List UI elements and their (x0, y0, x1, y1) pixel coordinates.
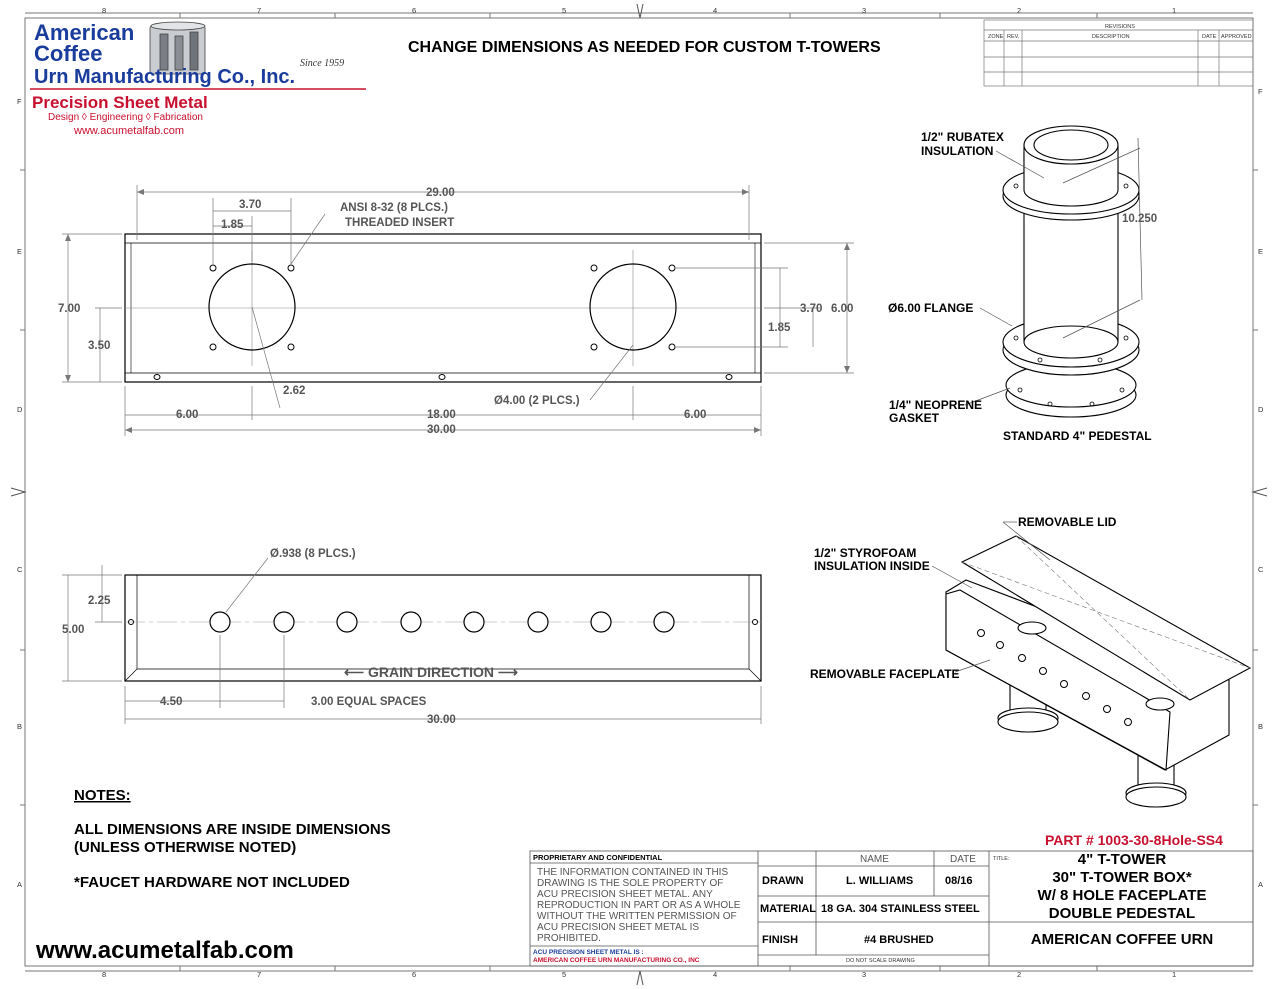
zone-row-e: E (17, 247, 23, 256)
zone-col-1-bottom: 1 (1172, 970, 1177, 979)
dim-top-overall: 29.00 (426, 187, 455, 199)
dim-spacing: 3.00 EQUAL SPACES (311, 696, 427, 708)
logo-line3: Urn Manufacturing Co., Inc. (34, 66, 296, 88)
dim-pedestal-height: 10.250 (1122, 213, 1158, 225)
zone-col-3-bottom: 3 (862, 970, 867, 979)
finish-label: FINISH (762, 934, 799, 946)
threaded-inserts (210, 265, 675, 350)
note-holes: Ø.938 (8 PLCS.) (270, 548, 356, 560)
logo-line2: Coffee (34, 41, 103, 66)
pedestal-drawing (1003, 126, 1139, 417)
top-view-dimension-lines (62, 185, 854, 436)
dim-diag: 2.62 (283, 385, 306, 397)
dim-hole-spacing: 3.70 (239, 199, 262, 211)
notes-heading: NOTES: (74, 787, 131, 804)
dim-right-offset: 1.85 (768, 322, 791, 334)
notes-line1: ALL DIMENSIONS ARE INSIDE DIMENSIONS (74, 821, 391, 838)
zone-col-4: 4 (713, 6, 718, 15)
dim-center: 18.00 (427, 409, 456, 421)
date-header: DATE (950, 854, 976, 865)
no-scale-note: DO NOT SCALE DRAWING (846, 958, 915, 964)
zone-col-7-bottom: 7 (257, 970, 262, 979)
zone-col-8: 8 (102, 6, 107, 15)
prop-footer-1: ACU PRECISION SHEET METAL IS : (533, 949, 644, 956)
zone-row-c: C (17, 565, 23, 574)
zone-row-b: B (17, 722, 23, 731)
insert-hole (669, 344, 675, 350)
zone-row-f-right: F (1258, 87, 1263, 96)
drawn-date: 08/16 (945, 875, 973, 887)
drawn-name: L. WILLIAMS (846, 875, 914, 887)
faucet-hole (528, 612, 548, 632)
dim-half-height: 3.50 (88, 340, 111, 352)
tower-box-drawing (946, 536, 1250, 807)
company-name: AMERICAN COFFEE URN (1030, 931, 1214, 948)
dim-left: 6.00 (176, 409, 199, 421)
logo-url: www.acumetalfab.com (74, 125, 185, 137)
logo-tagline: Precision Sheet Metal (32, 93, 208, 112)
callout-faceplate: REMOVABLE FACEPLATE (810, 667, 960, 681)
zone-row-a: A (17, 880, 23, 889)
insert-hole (210, 344, 216, 350)
zone-row-e-right: E (1258, 247, 1264, 256)
name-header: NAME (860, 854, 889, 865)
zone-col-5-bottom: 5 (562, 970, 567, 979)
callout-rubatex-line2: INSULATION (921, 144, 994, 158)
revisions-title: REVISIONS (1105, 24, 1135, 30)
insert-hole (210, 265, 216, 271)
notes-line2: (UNLESS OTHERWISE NOTED) (74, 839, 297, 856)
prop-line-7: PROHIBITED. (537, 933, 601, 944)
footer-url: www.acumetalfab.com (36, 937, 294, 964)
note-bore: Ø4.00 (2 PLCS.) (494, 395, 580, 407)
title-line-2: 30" T-TOWER BOX* (1052, 869, 1192, 886)
faucet-hole (210, 612, 230, 632)
note-insert-line1: ANSI 8-32 (8 PLCS.) (340, 202, 448, 214)
insert-hole (591, 344, 597, 350)
zone-row-d-right: D (1258, 405, 1264, 414)
dim-right-height: 6.00 (831, 303, 854, 315)
revisions-header-rev: REV. (1007, 34, 1020, 40)
revisions-header-date: DATE (1202, 34, 1217, 40)
prop-heading: PROPRIETARY AND CONFIDENTIAL (533, 853, 663, 862)
material-label: MATERIAL (760, 903, 817, 915)
dim-overall: 30.00 (427, 424, 456, 436)
callout-gasket-line2: GASKET (889, 411, 940, 425)
zone-row-d: D (17, 405, 23, 414)
zone-col-2: 2 (1017, 6, 1022, 15)
faucet-hole (591, 612, 611, 632)
grain-direction: ⟵ GRAIN DIRECTION ⟶ (344, 664, 518, 680)
dim-height: 7.00 (58, 303, 81, 315)
callout-styro-line2: INSULATION INSIDE (814, 559, 930, 573)
top-view-bores (209, 264, 676, 350)
revisions-header-description: DESCRIPTION (1092, 34, 1130, 40)
callout-styro-line1: 1/2" STYROFOAM (814, 546, 917, 560)
insert-hole (288, 265, 294, 271)
zone-col-2-bottom: 2 (1017, 970, 1022, 979)
faucet-hole (337, 612, 357, 632)
title-line-3: W/ 8 HOLE FACEPLATE (1037, 887, 1207, 904)
dim-hole-offset: 1.85 (221, 219, 244, 231)
dimension-arrows (65, 189, 850, 433)
faucet-hole (654, 612, 674, 632)
zone-row-f: F (17, 97, 22, 106)
zone-col-3: 3 (862, 6, 867, 15)
callout-flange: Ø6.00 FLANGE (888, 301, 974, 315)
prop-line-2: DRAWING IS THE SOLE PROPERTY OF (537, 878, 724, 889)
company-logo (28, 20, 368, 150)
dim-right: 6.00 (684, 409, 707, 421)
insert-hole (591, 265, 597, 271)
title-line-4: DOUBLE PEDESTAL (1048, 905, 1196, 922)
faucet-hole (464, 612, 484, 632)
revisions-header-zone: ZONE (988, 34, 1004, 40)
zone-row-a-right: A (1258, 880, 1264, 889)
zone-row-c-right: C (1258, 565, 1264, 574)
zone-col-4-bottom: 4 (713, 970, 718, 979)
prop-line-4: REPRODUCTION IN PART OR AS A WHOLE (537, 900, 741, 911)
dim-start: 4.50 (160, 696, 183, 708)
logo-services: Design ◊ Engineering ◊ Fabrication (48, 112, 203, 123)
zone-row-b-right: B (1258, 722, 1264, 731)
insert-hole (669, 265, 675, 271)
dim-right-spacing: 3.70 (800, 303, 823, 315)
zone-col-5: 5 (562, 6, 567, 15)
zone-col-8-bottom: 8 (102, 970, 107, 979)
zone-col-6-bottom: 6 (412, 970, 417, 979)
prop-line-6: ACU PRECISION SHEET METAL IS (537, 922, 700, 933)
revisions-header-approved: APPROVED (1221, 34, 1252, 40)
faucet-hole (401, 612, 421, 632)
prop-line-1: THE INFORMATION CONTAINED IN THIS (537, 867, 729, 878)
zone-col-1: 1 (1172, 6, 1177, 15)
dim-hole-height: 2.25 (88, 595, 111, 607)
prop-line-5: WITHOUT THE WRITTEN PERMISSION OF (537, 911, 737, 922)
callout-rubatex-line1: 1/2" RUBATEX (921, 130, 1004, 144)
mount-slots (154, 375, 732, 380)
callout-lid: REMOVABLE LID (1018, 515, 1117, 529)
insert-hole (288, 344, 294, 350)
logo-since: Since 1959 (300, 58, 345, 69)
note-insert-line2: THREADED INSERT (345, 217, 455, 229)
faucet-hole (274, 612, 294, 632)
pedestal-caption: STANDARD 4" PEDESTAL (1003, 429, 1152, 443)
part-number: PART # 1003-30-8Hole-SS4 (1045, 832, 1223, 848)
top-view-centerlines (125, 250, 761, 366)
page-title: CHANGE DIMENSIONS AS NEEDED FOR CUSTOM T-TOWERS (408, 39, 881, 56)
logo-line1: American (34, 20, 135, 45)
title-label: TITLE: (993, 856, 1010, 862)
dim-front-overall: 30.00 (427, 714, 456, 726)
faucet-holes (210, 612, 674, 632)
prop-line-3: ACU PRECISION SHEET METAL. ANY (537, 889, 713, 900)
notes-line3: *FAUCET HARDWARE NOT INCLUDED (74, 874, 350, 891)
drawn-label: DRAWN (762, 875, 804, 887)
zone-col-7: 7 (257, 6, 262, 15)
finish-value: #4 BRUSHED (864, 934, 934, 946)
callout-gasket-line1: 1/4" NEOPRENE (889, 398, 983, 412)
prop-footer-2: AMERICAN COFFEE URN MANUFACTURING CO., INC (533, 957, 700, 964)
zone-col-6: 6 (412, 6, 417, 15)
title-line-1: 4" T-TOWER (1077, 851, 1167, 868)
material-value: 18 GA. 304 STAINLESS STEEL (821, 903, 980, 915)
dim-front-height: 5.00 (62, 624, 85, 636)
